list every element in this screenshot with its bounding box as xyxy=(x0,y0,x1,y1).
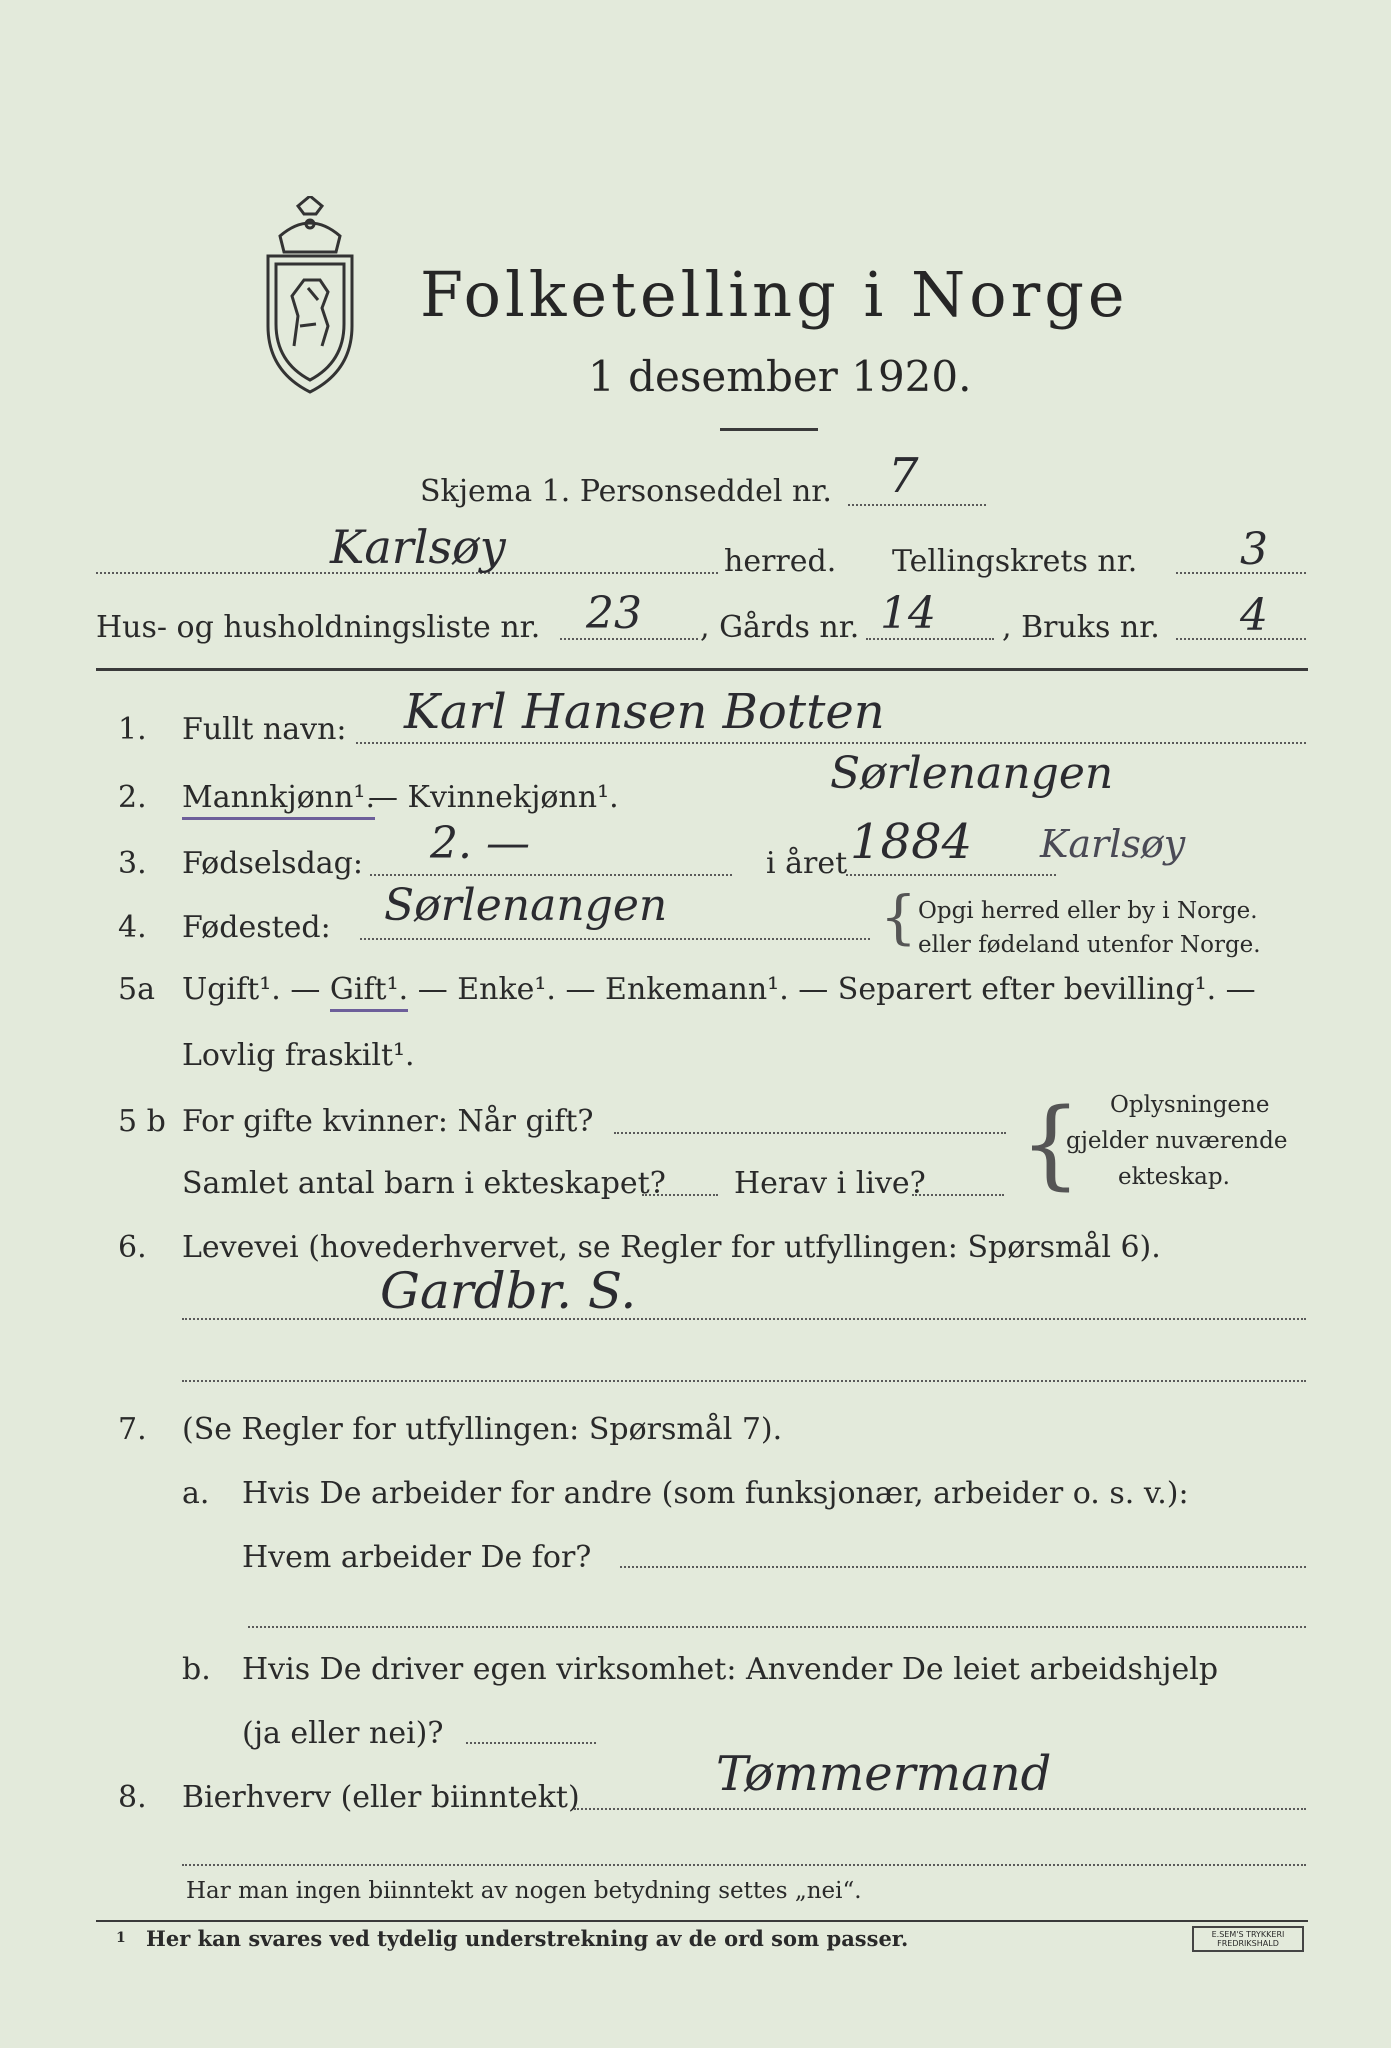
herred-label: herred. xyxy=(724,544,837,579)
q5b-line1-dots xyxy=(614,1132,1006,1134)
q7-label: (Se Regler for utfyllingen: Spørsmål 7). xyxy=(182,1412,783,1447)
birth-year-value: 1884 xyxy=(850,814,973,870)
gards-label: , Gårds nr. xyxy=(700,610,860,645)
q3-day-line xyxy=(370,874,732,876)
hus-label: Hus- og husholdningsliste nr. xyxy=(96,610,541,645)
q2-note: Sørlenangen xyxy=(830,748,1114,799)
q5b-number: 5 b xyxy=(118,1104,166,1139)
personseddel-nr: 7 xyxy=(888,448,919,504)
ugift-option: Ugift¹. — xyxy=(182,972,321,1007)
occupation-value: Gardbr. S. xyxy=(380,1262,637,1320)
q5b-line2b: Herav i live? xyxy=(734,1166,926,1201)
q8-line-2 xyxy=(182,1864,1306,1866)
q7a-line-2 xyxy=(248,1626,1306,1628)
q7a-text: Hvis De arbeider for andre (som funksjonær, arbeider o. s. v.): xyxy=(242,1476,1189,1511)
q6-number: 6. xyxy=(118,1230,147,1265)
norwegian-coat-of-arms-icon xyxy=(258,196,362,396)
footnote-text: Her kan svares ved tydelig understrekning av de ord som passer. xyxy=(146,1926,909,1951)
q3-year-label: i året xyxy=(766,846,848,881)
q4-label: Fødested: xyxy=(182,910,331,945)
q1-label: Fullt navn: xyxy=(182,712,347,747)
full-name-value: Karl Hansen Botten xyxy=(404,684,885,740)
q5b-line2b-dots xyxy=(912,1194,1004,1196)
q3-year-line xyxy=(846,874,1056,876)
form-title: Folketelling i Norge xyxy=(420,258,1129,331)
q7b-line xyxy=(466,1742,596,1744)
q5b-note-1: Oplysningene xyxy=(1110,1092,1270,1118)
q6-label: Levevei (hovederhvervet, se Regler for utfyllingen: Spørsmål 6). xyxy=(182,1230,1161,1265)
q2-male xyxy=(182,780,375,815)
herred-value: Karlsøy xyxy=(330,520,506,574)
q5b-line2a: Samlet antal barn i ekteskapet? xyxy=(182,1166,666,1201)
birth-day-value: 2. — xyxy=(430,818,530,869)
q1-line xyxy=(356,742,1306,744)
skjema-label: Skjema 1. Personseddel nr. xyxy=(420,474,832,509)
q6-line-1 xyxy=(182,1318,1306,1320)
header-rule xyxy=(96,668,1308,671)
birthplace-margin-note: Karlsøy xyxy=(1040,822,1186,866)
q4-help-2: eller fødeland utenfor Norge. xyxy=(918,932,1261,958)
q4-help-1: Opgi herred eller by i Norge. xyxy=(918,898,1258,924)
footer-rule xyxy=(96,1920,1308,1922)
q8-label: Bierhverv (eller biinntekt) xyxy=(182,1780,580,1815)
lovlig-fraskilt: Lovlig fraskilt¹. xyxy=(182,1038,415,1073)
q4-brace: { xyxy=(880,883,917,951)
bruks-label: , Bruks nr. xyxy=(1002,610,1160,645)
q5b-line1: For gifte kvinner: Når gift? xyxy=(182,1104,594,1139)
q5b-line2a-dots xyxy=(642,1194,718,1196)
nei-note: Har man ingen biinntekt av nogen betydning settes „nei“. xyxy=(186,1878,862,1904)
hus-nr: 23 xyxy=(586,588,642,639)
printer-stamp: E.SEM'S TRYKKERI FREDRIKSHALD xyxy=(1192,1926,1304,1952)
q5b-brace: { xyxy=(1020,1088,1082,1200)
q8-line-1 xyxy=(574,1808,1306,1810)
q5a-line xyxy=(182,972,1256,1007)
q7a-line-1 xyxy=(620,1566,1306,1568)
q7b-line2: (ja eller nei)? xyxy=(242,1716,444,1751)
q4-number: 4. xyxy=(118,910,147,945)
q7-number: 7. xyxy=(118,1412,147,1447)
personseddel-line xyxy=(848,504,986,506)
q2-number: 2. xyxy=(118,780,147,815)
form-date: 1 desember 1920. xyxy=(588,352,972,401)
gards-nr: 14 xyxy=(880,588,936,639)
q7a-letter: a. xyxy=(182,1476,210,1511)
q3-label: Fødselsdag: xyxy=(182,846,363,881)
other-options: — Enke¹. — Enkemann¹. — Separert efter bevilling¹. — xyxy=(417,972,1256,1007)
male-underlined: Mannkjønn¹. xyxy=(182,780,375,820)
q7b-letter: b. xyxy=(182,1652,211,1687)
side-occupation-value: Tømmermand xyxy=(716,1746,1052,1802)
bruks-nr: 4 xyxy=(1240,590,1268,641)
q1-number: 1. xyxy=(118,712,147,747)
birthplace-value: Sørlenangen xyxy=(384,880,668,931)
q6-line-2 xyxy=(182,1380,1306,1382)
q5a-number: 5a xyxy=(118,972,155,1007)
footnote-mark: 1 xyxy=(116,1930,126,1946)
q8-number: 8. xyxy=(118,1780,147,1815)
q2-female: — Kvinnekjønn¹. xyxy=(368,780,619,815)
q7b-text: Hvis De driver egen virksomhet: Anvender De leiet arbeidshjelp xyxy=(242,1652,1219,1687)
tellingskrets-nr: 3 xyxy=(1240,524,1268,575)
q7a-line2: Hvem arbeider De for? xyxy=(242,1540,592,1575)
gift-underlined: Gift¹. xyxy=(330,972,408,1012)
q4-line xyxy=(360,938,870,940)
q5b-note-3: ekteskap. xyxy=(1118,1164,1230,1190)
q3-number: 3. xyxy=(118,846,147,881)
tellingskrets-label: Tellingskrets nr. xyxy=(892,544,1138,579)
title-divider xyxy=(720,428,818,431)
q5b-note-2: gjelder nuværende xyxy=(1066,1128,1288,1154)
